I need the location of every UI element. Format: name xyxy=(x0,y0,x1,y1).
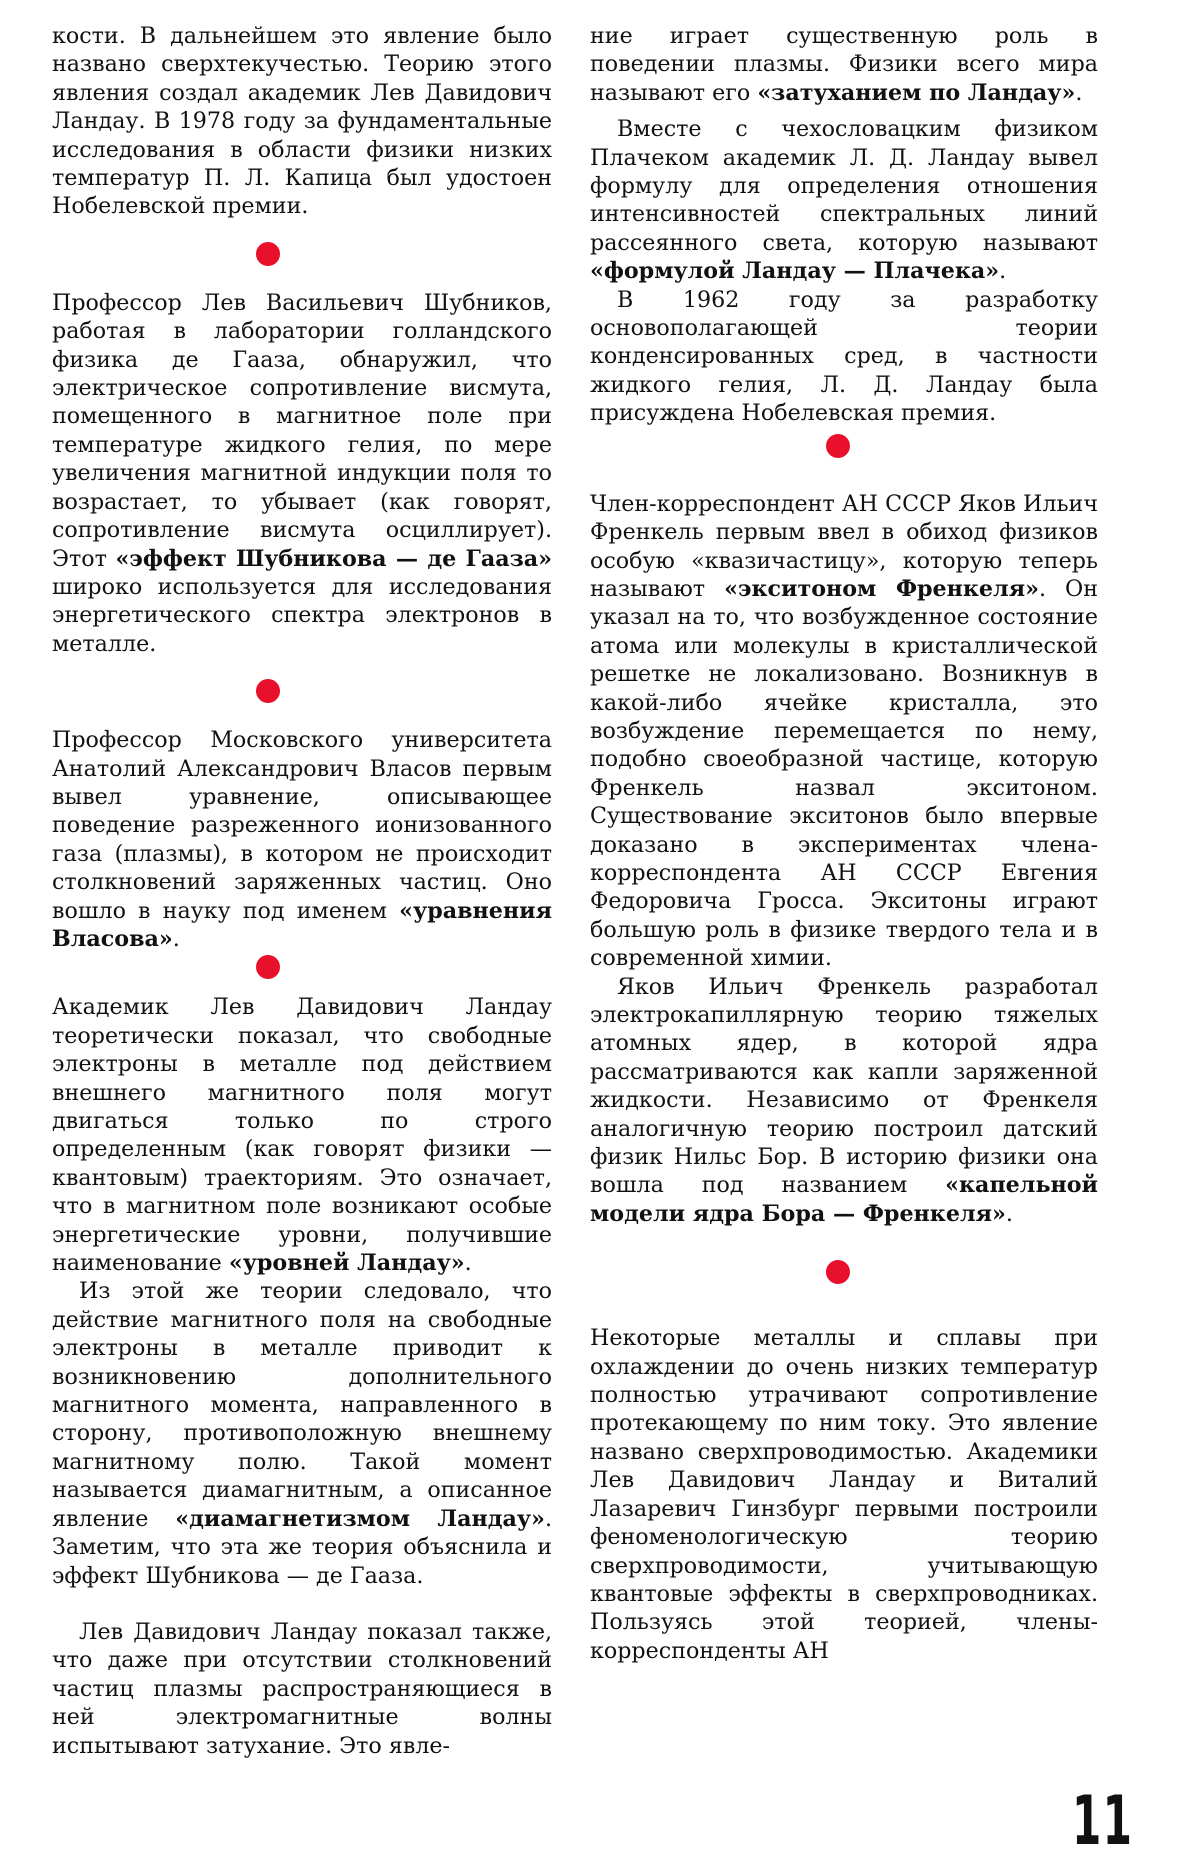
paragraph-superfluidity-end: кости. В дальнейшем это явление было названо сверхтекучестью. Теорию этого явления создал академик Лев Давидович Ландау. В 1978 году за фундаментальные исследования в области физики низких температур П. Л. Капица был удостоен Нобелевской премии. xyxy=(52,23,552,220)
term-liquid-drop-model: «капельной модели ядра Бора — Френкеля» xyxy=(590,1172,1098,1227)
paragraph-landau-levels: Академик Лев Давидович Ландау теоретически показал, что свободные электроны в металле под действием внешнего магнитного поля могут двигаться только по строго определенным (как говорят физики — квантовым) траекториям. Это означает, что в магнитном поле возникают особые энергетические уровни, получившие наименование «уровней Ландау». xyxy=(52,994,552,1277)
paragraph-landau-placzek: Вместе с чехословацким физиком Плачеком академик Л. Д. Ландау вывел формулу для определения отношения интенсивностей спектральных линий рассеянного света, которую называют «формулой Ландау — Плачека». xyxy=(590,116,1098,285)
term-vlasov-equation: «уравнения Власова» xyxy=(52,897,552,952)
paragraph-superconductivity: Некоторые металлы и сплавы при охлаждении до очень низких температур полностью утрачивают сопротивление протекающему по ним току. Это явление названо сверхпроводимостью. Академики Лев Давидович Ландау и Виталий Лазаревич Гинзбург первыми построили феноменологическую теорию сверхпроводимости, учитывающую квантовые эффекты в сверхпроводниках. Пользуясь этой теорией, члены-корреспонденты АН xyxy=(590,1325,1098,1664)
term-landau-damping: «затуханием по Ландау» xyxy=(757,79,1076,106)
paragraph-nobel-1962: В 1962 году за разработку основополагающей теории конденсированных сред, в частности жидкого гелия, Л. Д. Ландау была присуждена Нобелевская премия. xyxy=(590,286,1098,427)
paragraph-vlasov-equation: Профессор Московского университета Анатолий Александрович Власов первым вывел уравнение, описывающее поведение разреженного ионизованного газа (плазмы), в котором не происходит столкновений заряженных частиц. Оно вошло в науку под именем «уравнения Власова». xyxy=(52,727,552,952)
left-column xyxy=(52,22,552,1760)
section-bullet-icon xyxy=(256,955,280,979)
term-landau-diamagnetism: «диамагнетизмом Ландау» xyxy=(175,1505,545,1532)
term-shubnikov-de-haas: «эффект Шубникова — де Гааза» xyxy=(115,545,553,572)
term-landau-levels: «уровней Ландау» xyxy=(228,1250,465,1277)
paragraph-landau-diamagnetism: Из этой же теории следовало, что действие магнитного поля на свободные электроны в металле приводит к возникновению дополнительного магнитного момента, направленного в сторону, противоположную внешнему магнитному полю. Такой момент называется диамагнитным, а описанное явление «диамагнетизмом Ландау». Заметим, что эта же теория объяснила и эффект Шубникова — де Гааза. xyxy=(52,1278,552,1589)
term-frenkel-exciton: «экситоном Френкеля» xyxy=(724,575,1039,602)
right-column xyxy=(590,22,1098,1665)
page-number: 11 xyxy=(1072,1782,1134,1861)
term-landau-placzek-formula: «формулой Ландау — Плачека» xyxy=(590,258,1000,285)
section-bullet-icon xyxy=(256,679,280,703)
paragraph-frenkel-exciton: Член-корреспондент АН СССР Яков Ильич Френкель первым ввел в обиход физиков особую «квазичастицу», которую теперь называют «экситоном Френкеля». Он указал на то, что возбужденное состояние атома или молекулы в кристаллической решетке не локализовано. Возникнув в какой-либо ячейке кристалла, это возбуждение перемещается по нему, подобно своеобразной частице, которую Френкель назвал экситоном. Существование экситонов было впервые доказано в экспериментах члена-корреспондента АН СССР Евгения Федоровича Гросса. Экситоны играют большую роль в физике твердого тела и в современной химии. xyxy=(590,490,1098,972)
section-bullet-icon xyxy=(826,434,850,458)
paragraph-landau-damping-end: ние играет существенную роль в поведении плазмы. Физики всего мира называют его «затуханием по Ландау». xyxy=(590,23,1098,106)
paragraph-bohr-frenkel-model: Яков Ильич Френкель разработал электрокапиллярную теорию тяжелых атомных ядер, в которой ядра рассматриваются как капли заряженной жидкости. Независимо от Френкеля аналогичную теорию построил датский физик Нильс Бор. В историю физики она вошла под названием «капельной модели ядра Бора — Френкеля». xyxy=(590,973,1098,1227)
section-bullet-icon xyxy=(826,1260,850,1284)
paragraph-shubnikov-de-haas: Профессор Лев Васильевич Шубников, работая в лаборатории голландского физика де Гааза, обнаружил, что электрическое сопротивление висмута, помещенного в магнитное поле при температуре жидкого гелия, по мере увеличения магнитной индукции поля то возрастает, то убывает (как говорят, сопротивление висмута осциллирует). Этот «эффект Шубникова — де Гааза» широко используется для исследования энергетического спектра электронов в металле. xyxy=(52,289,553,657)
section-bullet-icon xyxy=(256,242,280,266)
paragraph-landau-damping-start: Лев Давидович Ландау показал также, что даже при отсутствии столкновений частиц плазмы распространяющиеся в ней электромагнитные волны испытывают затухание. Это явле- xyxy=(52,1618,552,1759)
